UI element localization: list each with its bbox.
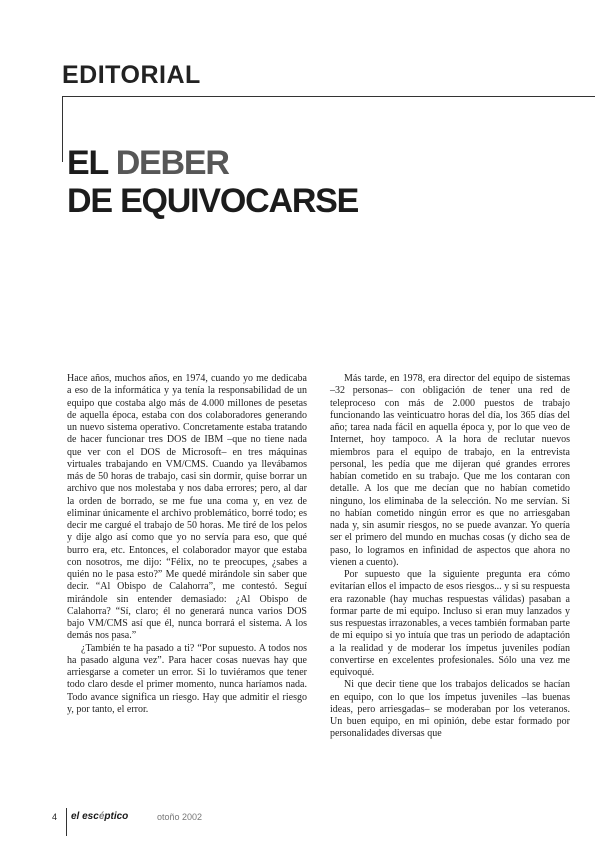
issue-date: otoño 2002	[157, 812, 203, 822]
paragraph: Por supuesto que la siguiente pregunta era cómo evitarían ellos el impacto de esos riesgos... y si su respuesta era razonable (hay muchas respuestas válidas) pasaban a formar parte de mi equipo. Incluso si eran muy lanzados y sus respuestas irrazonables, a veces también formaban parte de mi equipo si yo intuía que tras un periodo de adaptación a la realidad y de moderar los ímpetus juveniles podían convertirse en excelentes profesionales. Sólo una vez me equivoqué.	[330, 569, 570, 678]
header-vertical-rule	[62, 96, 63, 162]
magazine-name-part: ptico	[104, 811, 129, 822]
paragraph: ¿También te ha pasado a ti? “Por supuesto. A todos nos ha pasado alguna vez”. Para hacer cosas nuevas hay que arriesgarse a cometer un error. Si lo tuviéramos que tener todo claro desde el primer momento, nunca haríamos nada. Todo avance significa un riesgo. Hay que admitir el riesgo y, por tanto, el error.	[67, 642, 307, 715]
body-column-right	[330, 373, 570, 741]
header-rule	[62, 96, 595, 97]
magazine-name	[71, 811, 128, 822]
paragraph: Más tarde, en 1978, era director del equipo de sistemas –32 personas– con obligación de tener una red de teleproceso con más de 2.000 puestos de trabajo funcionando las veinticuatro horas del día, los 365 días del año; tarea nada fácil en aquella época y, por lo que veo de Internet, hoy tampoco. A la hora de reclutar nuevos miembros para el equipo de trabajo, en la entrevista personal, les pedía que me dijeran qué grandes errores habían cometido en su trabajo. Que me los contaran con detalle. A los que me decían que no habían cometido ninguno, los eliminaba de la selección. No me servían. Si no habían cometido ningún error es que no arriesgaban nada y, sin asumir riesgos, no se puede avanzar. Yo quería ser el primero del mundo en muchas cosas (y dicho sea de paso, lo logramos en infinidad de aspectos que ahora no vienen a cuento).	[330, 373, 570, 568]
article-headline	[67, 144, 358, 220]
paragraph: Hace años, muchos años, en 1974, cuando yo me dedicaba a eso de la informática y ya tenía la responsabilidad de un equipo que costaba algo más de 4.000 millones de pesetas de aquella época, estaba con dos colaboradores generando un nuevo sistema operativo. Concretamente estaba tratando de hacer funcionar tres DOS de IBM –que no tiene nada que ver con el DOS de Microsoft– en tres máquinas virtuales trabajando en VM/CMS. Cuando ya llevábamos más de 50 horas de trabajo, casi sin dormir, quise borrar un archivo que nos molestaba y nos daba errores; pero, al dar la orden de borrado, se me fue una coma y, en vez de eliminar únicamente el archivo problemático, borré todo; es decir me cargué el trabajo de 50 horas. Me tiré de los pelos y dije algo así como que yo no servía para eso, que qué burro era, etc. Entonces, el colaborador mayor que estaba con nosotros, me dijo: “Félix, no te preocupes, ¿sabes a quién no le pasa esto?” Me quedé mirándole sin saber que decir. “Al Obispo de Calahorra”, me contestó. Seguí mirándole sin entender demasiado: ¿Al Obispo de Calahorra? “Sí, claro; él no generará nunca varios DOS bajo VM/CMS así que él, nunca borrará el sistema. A los demás nos pasa.”	[67, 373, 307, 642]
headline-word-deber: DEBER	[115, 144, 229, 182]
magazine-name-part: el esc	[71, 811, 99, 822]
section-label: EDITORIAL	[62, 61, 201, 89]
headline-word-el: EL	[67, 144, 116, 182]
footer-rule	[66, 808, 67, 836]
headline-line-2: DE EQUIVOCARSE	[67, 182, 359, 220]
magazine-name-accent: é	[98, 811, 105, 822]
body-column-left	[67, 373, 307, 716]
paragraph: Ni que decir tiene que los trabajos delicados se hacían en equipo, con lo que los ímpetus juveniles –las buenas ideas, pero arriesgadas– se moderaban por los veteranos. Un buen equipo, en mi opinión, debe estar formado por personalidades diversas que	[330, 679, 570, 740]
page-number: 4	[52, 812, 58, 822]
